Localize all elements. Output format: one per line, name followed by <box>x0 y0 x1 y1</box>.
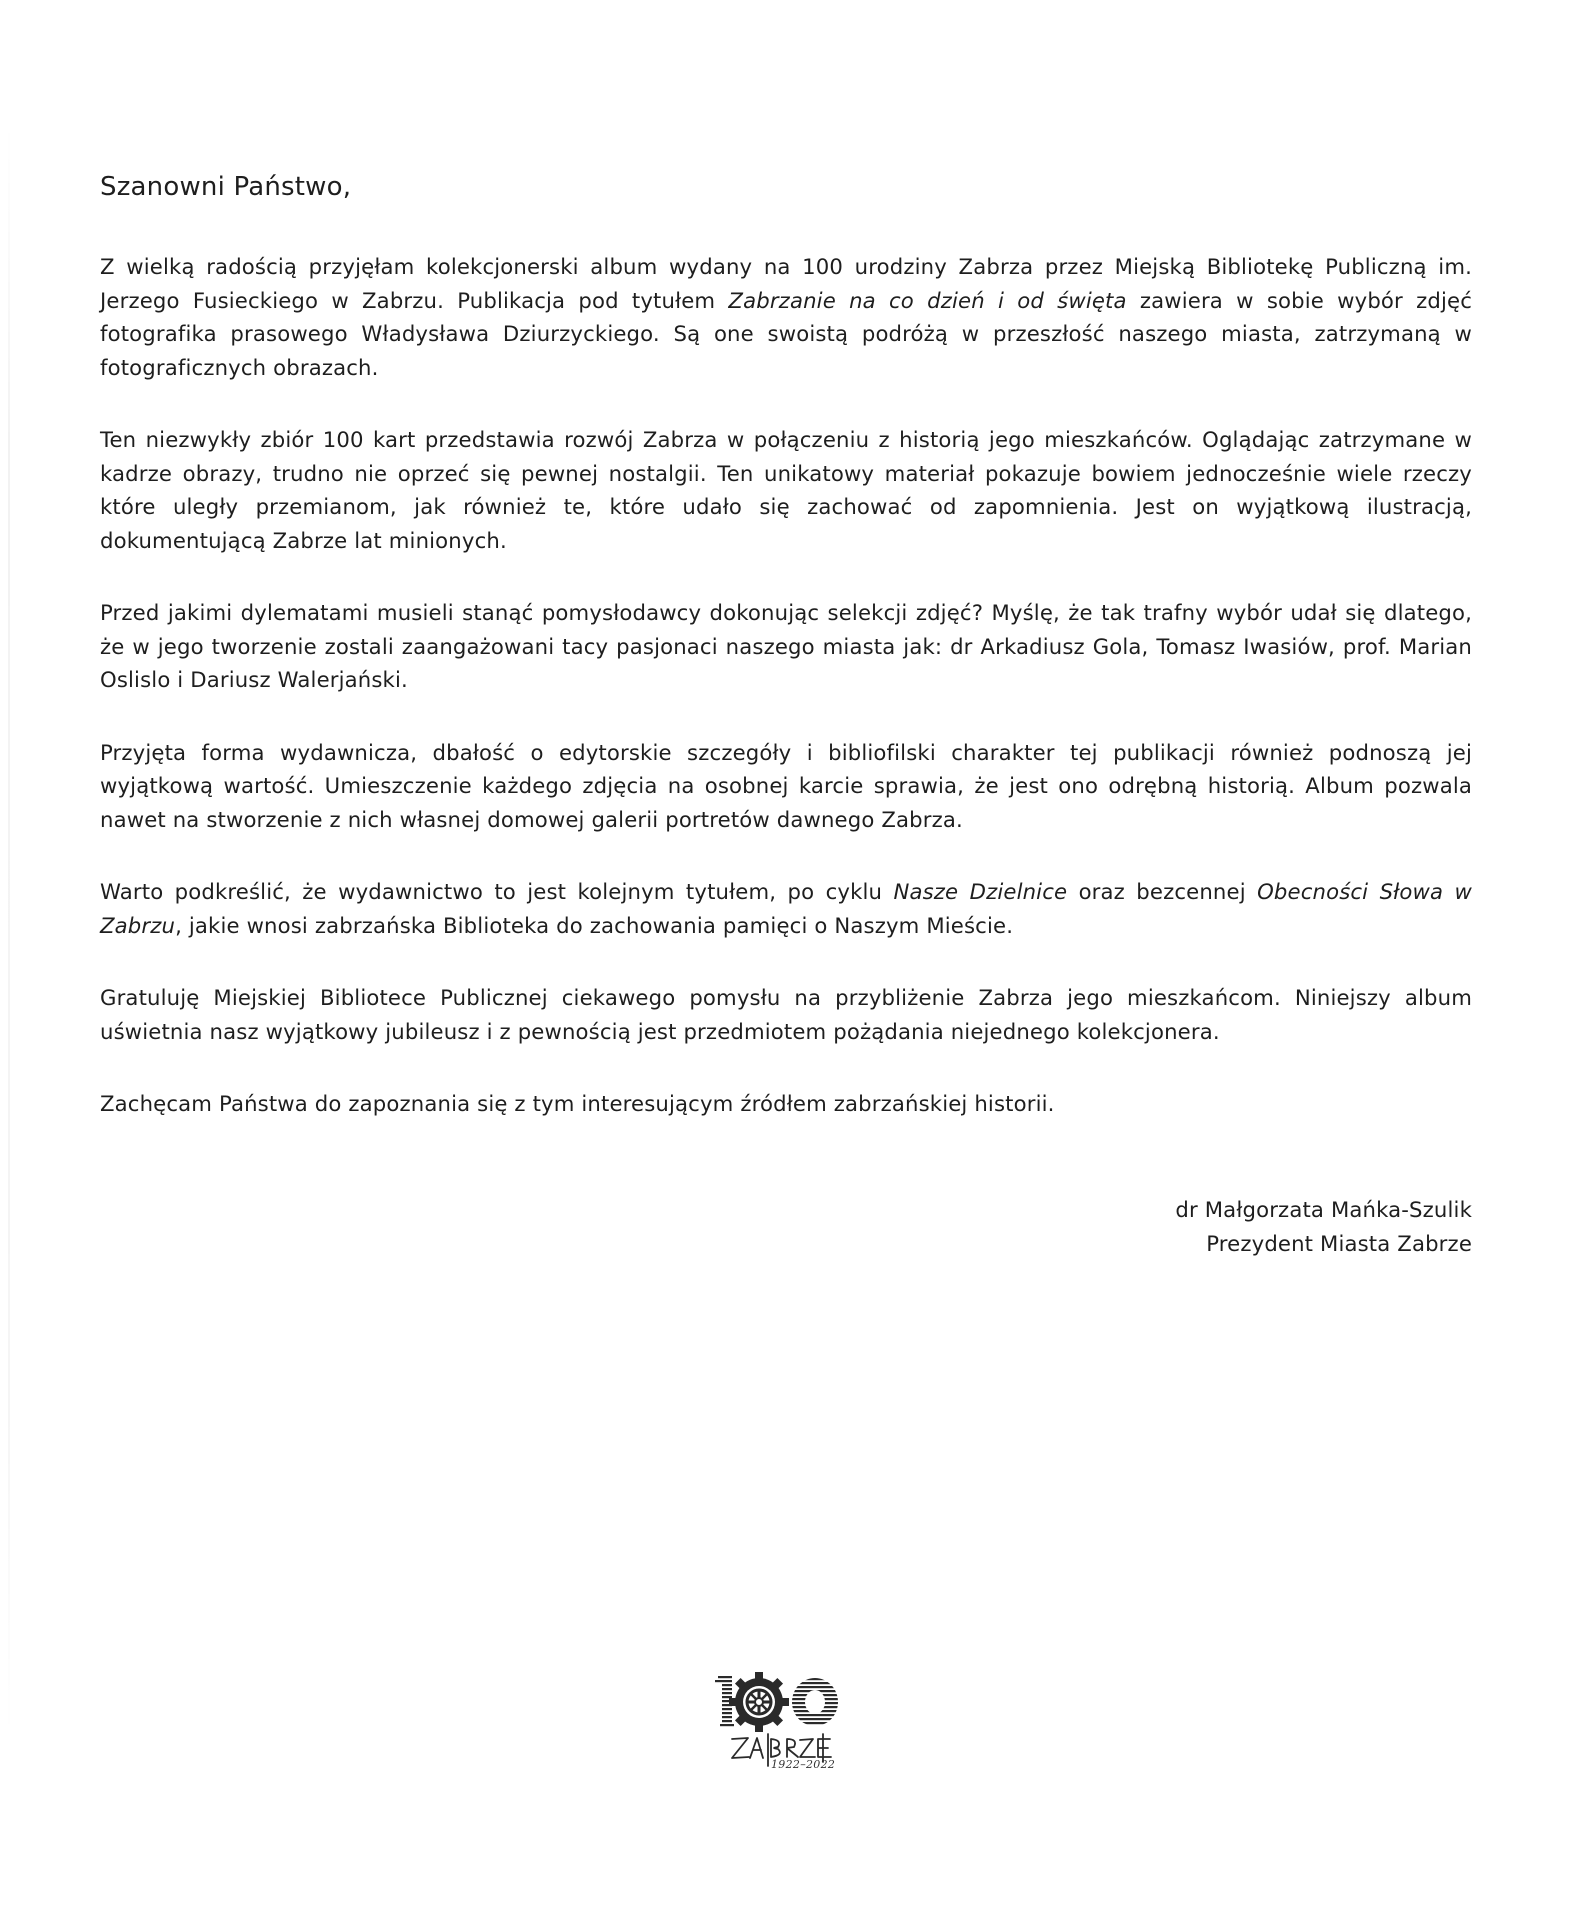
text-run: oraz bezcennej <box>1067 879 1258 904</box>
zabrze-100-logo <box>712 1672 862 1782</box>
paragraph-6: Gratuluję Miejskiej Bibliotece Publicznej ciekawego pomysłu na przybliżenie Zabrza jego mieszkańcom. Niniejszy album uświetnia nasz wyjątkowy jubileusz i z pewnością jest przedmiotem pożądania niejednego kolekcjonera. <box>100 985 1472 1044</box>
text-run: Z wielką radością przyjęłam kolekcjonerski album wydany na 100 urodziny Zabrza przez Miejską Bibliotekę Publiczną im. Jerzego Fusieckiego w Zabrzu. Publikacja pod tytułem <box>100 254 1472 313</box>
italic-title: Zabrzanie na co dzień i od święta <box>728 287 1127 313</box>
signature-name: dr Małgorzata Mańka-Szulik <box>1175 1197 1472 1222</box>
paragraph-3: Przed jakimi dylematami musieli stanąć pomysłodawcy dokonując selekcji zdjęć? Myślę, że tak trafny wybór udał się dlatego, że w jego tworzenie zostali zaangażowani tacy pasjonaci naszego miasta jak: dr Arkadiusz Gola, Tomasz Iwasiów, prof. Marian Oslislo i Dariusz Walerjański. <box>100 600 1472 692</box>
italic-title: Obecności Słowa w Zabrzu <box>100 879 1472 938</box>
scan-edge-shadow <box>8 120 10 1740</box>
salutation: Szanowni Państwo, <box>100 172 352 202</box>
text-run: Warto podkreślić, że wydawnictwo to jest kolejnym tytułem, po cyklu <box>100 879 894 904</box>
italic-title: Nasze Dzielnice <box>893 879 1068 904</box>
letter-body <box>100 170 1472 1121</box>
signature-block <box>1175 1193 1472 1261</box>
paragraph-5 <box>100 875 1472 942</box>
paragraph-2: Ten niezwykły zbiór 100 kart przedstawia rozwój Zabrza w połączeniu z historią jego mieszkańców. Oglądając zatrzymane w kadrze obrazy, trudno nie oprzeć się pewnej nostalgii. Ten unikatowy materiał pokazuje bowiem jednocześnie wiele rzeczy które uległy przemianom, jak również te, które udało się zachować od zapomnienia. Jest on wyjątkową ilustracją, dokumentującą Zabrze lat minionych. <box>100 427 1472 553</box>
signature-title: Prezydent Miasta Zabrze <box>1206 1231 1472 1256</box>
logo-years: 1922–2022 <box>771 1758 836 1771</box>
paragraph-1 <box>100 250 1472 384</box>
text-run: , jakie wnosi zabrzańska Biblioteka do zachowania pamięci o Naszym Mieście. <box>175 912 1014 938</box>
paragraph-4: Przyjęta forma wydawnicza, dbałość o edytorskie szczegóły i bibliofilski charakter tej publikacji również podnoszą jej wyjątkową wartość. Umieszczenie każdego zdjęcia na osobnej karcie sprawia, że jest ono odrębną historią. Album pozwala nawet na stworzenie z nich własnej domowej galerii portretów dawnego Zabrza. <box>100 739 1472 832</box>
paragraph-7: Zachęcam Państwa do zapoznania się z tym interesującym źródłem zabrzańskiej historii. <box>100 1091 1055 1116</box>
text-run: zawiera w sobie wybór zdjęć fotografika prasowego Władysława Dziurzyckiego. Są one swoistą podróżą w przeszłość naszego miasta, zatrzymaną w fotograficznych obrazach. <box>100 287 1472 380</box>
